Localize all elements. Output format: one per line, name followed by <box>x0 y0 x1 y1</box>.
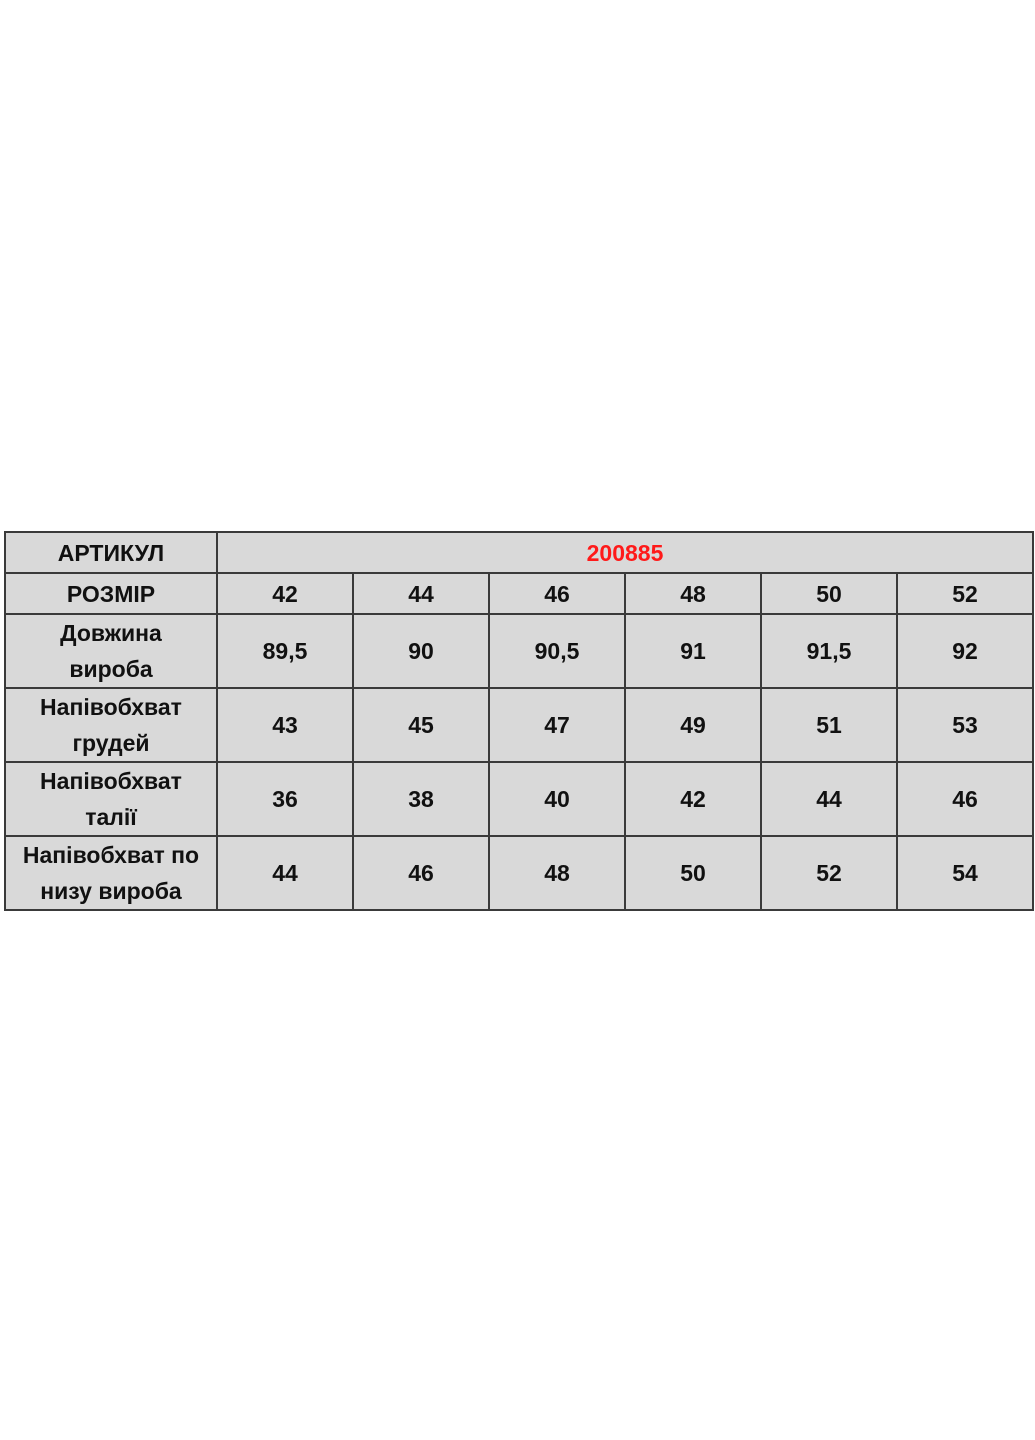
measurement-value: 48 <box>489 836 625 910</box>
article-row <box>5 532 1033 573</box>
measurement-value: 45 <box>353 688 489 762</box>
size-value: 50 <box>761 573 897 614</box>
article-value: 200885 <box>217 532 1033 573</box>
measurement-label <box>5 614 217 688</box>
measurement-value: 43 <box>217 688 353 762</box>
measurement-value: 50 <box>625 836 761 910</box>
measurement-label-line: талії <box>85 804 137 830</box>
measurement-label-line: грудей <box>72 730 150 756</box>
measurement-value: 42 <box>625 762 761 836</box>
measurement-value: 53 <box>897 688 1033 762</box>
measurement-value: 47 <box>489 688 625 762</box>
measurement-value: 91 <box>625 614 761 688</box>
size-value: 46 <box>489 573 625 614</box>
measurement-value: 54 <box>897 836 1033 910</box>
measurement-row-waist <box>5 762 1033 836</box>
measurement-row-hem <box>5 836 1033 910</box>
size-value: 48 <box>625 573 761 614</box>
measurement-value: 44 <box>217 836 353 910</box>
measurement-label <box>5 762 217 836</box>
measurement-value: 90,5 <box>489 614 625 688</box>
size-label: РОЗМІР <box>5 573 217 614</box>
measurement-label-line: Довжина <box>60 620 162 646</box>
measurement-value: 40 <box>489 762 625 836</box>
measurement-label <box>5 836 217 910</box>
measurement-label-line: виробa <box>69 656 153 682</box>
measurement-value: 92 <box>897 614 1033 688</box>
measurement-value: 36 <box>217 762 353 836</box>
size-row <box>5 573 1033 614</box>
measurement-value: 46 <box>353 836 489 910</box>
measurement-label-line: Напівобхват <box>40 694 182 720</box>
measurement-value: 91,5 <box>761 614 897 688</box>
measurement-label-line: низу виробa <box>40 878 182 904</box>
measurement-label-line: Напівобхват <box>40 768 182 794</box>
measurement-value: 49 <box>625 688 761 762</box>
measurement-value: 51 <box>761 688 897 762</box>
measurement-label-line: Напівобхват по <box>22 842 200 868</box>
measurement-value: 38 <box>353 762 489 836</box>
article-label: АРТИКУЛ <box>5 532 217 573</box>
measurement-value: 90 <box>353 614 489 688</box>
measurement-value: 52 <box>761 836 897 910</box>
measurement-label <box>5 688 217 762</box>
size-chart-table <box>4 531 1034 911</box>
measurement-value: 89,5 <box>217 614 353 688</box>
measurement-value: 46 <box>897 762 1033 836</box>
size-value: 52 <box>897 573 1033 614</box>
measurement-row-length <box>5 614 1033 688</box>
size-value: 44 <box>353 573 489 614</box>
size-value: 42 <box>217 573 353 614</box>
measurement-value: 44 <box>761 762 897 836</box>
measurement-row-chest <box>5 688 1033 762</box>
